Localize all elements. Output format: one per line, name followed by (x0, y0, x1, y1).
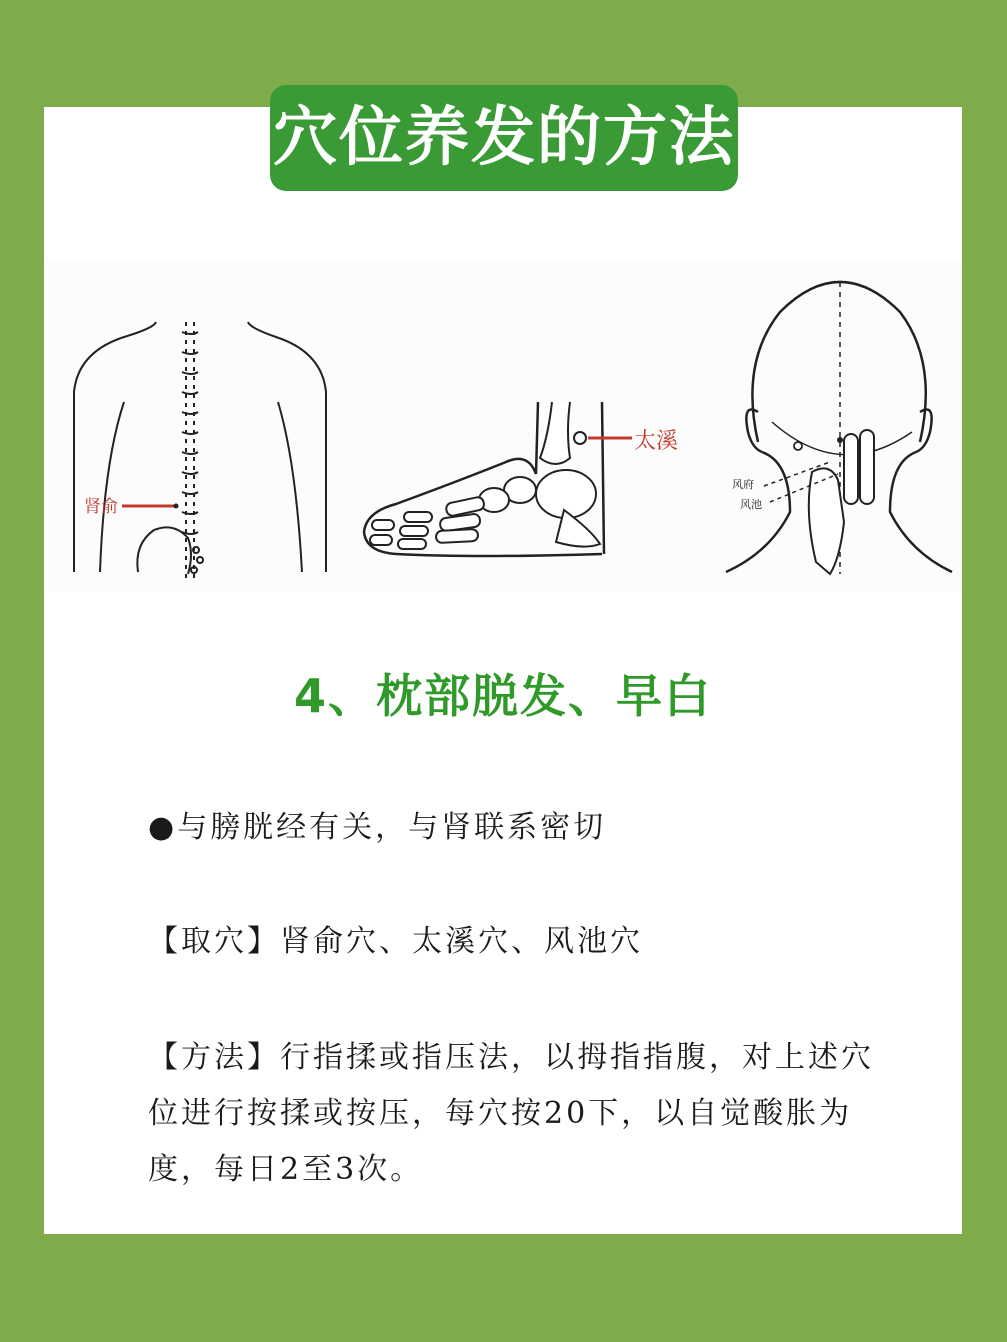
head-point-label-upper: 风府 (732, 478, 754, 491)
acupoints-label: 【取穴】 (148, 924, 280, 959)
acupoints-paragraph (148, 916, 878, 960)
bullet-icon: ● (148, 810, 178, 845)
page-title: 穴位养发的方法 (270, 85, 738, 191)
acupoints-text: 肾俞穴、太溪穴、风池穴 (280, 924, 643, 959)
foot-illustration (356, 262, 696, 592)
back-point-label: 肾俞 (84, 497, 118, 517)
foot-point-label: 太溪 (634, 429, 679, 454)
head-point-label-lower: 风池 (740, 498, 762, 511)
bullet-text: 与膀胱经有关，与肾联系密切 (177, 810, 607, 845)
method-label: 【方法】 (148, 1040, 280, 1075)
section-heading: 4、枕部脱发、早白 (293, 669, 712, 723)
method-text: 行指揉或指压法，以拇指指腹，对上述穴位进行按揉或按压，每穴按20下，以自觉酸胀为度，每日2至3次。 (148, 1040, 874, 1187)
method-paragraph (148, 1030, 878, 1198)
back-illustration (64, 262, 334, 592)
head-illustration (720, 262, 960, 592)
acupoint-illustrations (44, 262, 962, 592)
bullet-paragraph (148, 802, 878, 846)
